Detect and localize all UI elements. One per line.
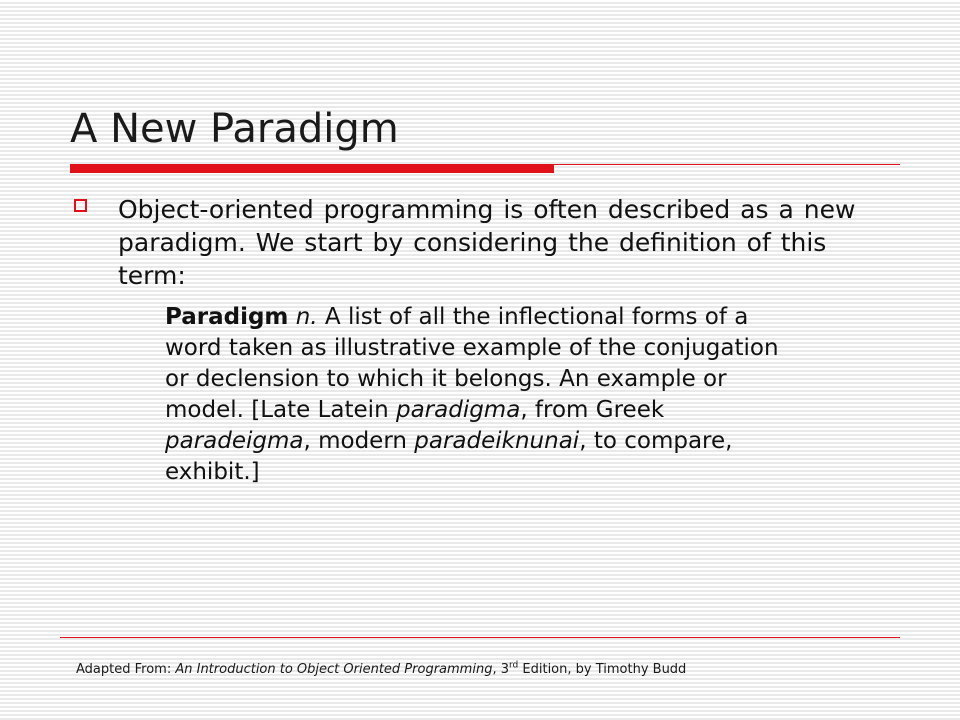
footer-prefix: Adapted From: bbox=[76, 662, 176, 677]
footer-edition-num: , 3 bbox=[492, 662, 509, 677]
definition-line-4 bbox=[165, 395, 900, 426]
definition-block bbox=[165, 302, 900, 488]
definition-line-3: or declension to which it belongs. An example or bbox=[165, 366, 727, 392]
definition-line-2: word taken as illustrative example of the conjugation bbox=[165, 335, 779, 361]
title-underline-thin bbox=[554, 164, 900, 165]
definition-pos: n. bbox=[295, 304, 318, 330]
title-underline-thick bbox=[70, 164, 554, 173]
definition-line-4-a: model. [Late Latein bbox=[165, 397, 396, 423]
definition-line-5-a: , modern bbox=[303, 428, 415, 454]
footer-divider bbox=[60, 637, 900, 638]
bullet-text: Object-oriented programming is often described as a new paradigm. We start by considering the definition of this term: bbox=[118, 195, 856, 290]
definition-line-1 bbox=[165, 302, 900, 333]
definition-greek-word: paradeigma bbox=[165, 428, 304, 454]
definition-latin-word: paradigma bbox=[395, 397, 521, 423]
footer-book-title: An Introduction to Object Oriented Programming bbox=[175, 662, 493, 677]
definition-modern-word: paradeiknunai bbox=[414, 428, 580, 454]
footer-edition-sup: rd bbox=[509, 660, 519, 671]
definition-line-5 bbox=[165, 426, 900, 457]
definition-line-6: exhibit.] bbox=[165, 459, 260, 485]
hollow-square-icon bbox=[74, 199, 87, 212]
definition-term: Paradigm bbox=[165, 304, 289, 330]
footer-suffix: Edition, by Timothy Budd bbox=[518, 662, 687, 677]
definition-line-1-rest: A list of all the inflectional forms of a bbox=[317, 304, 749, 330]
definition-line-4-b: , from Greek bbox=[520, 397, 665, 423]
footer-citation bbox=[76, 661, 686, 679]
slide-title: A New Paradigm bbox=[70, 106, 399, 152]
definition-line-5-b: , to compare, bbox=[579, 428, 733, 454]
